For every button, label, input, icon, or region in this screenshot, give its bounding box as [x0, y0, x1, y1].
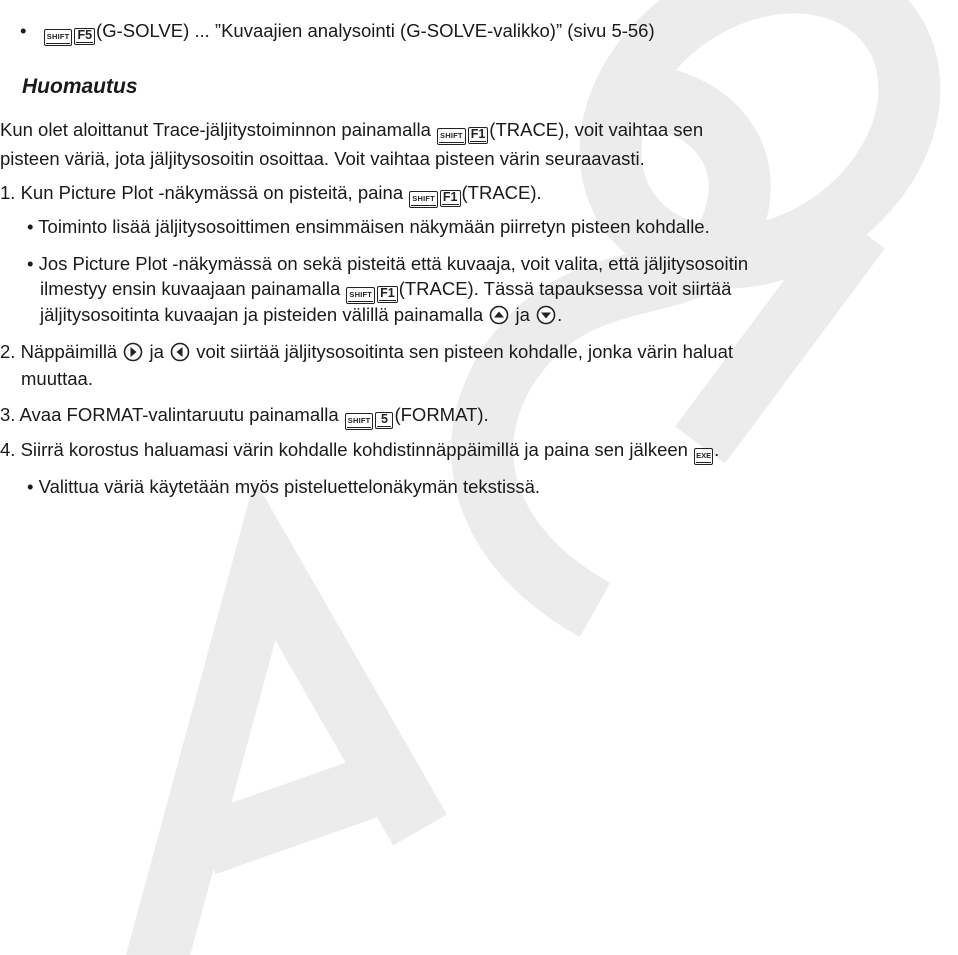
note-heading: Huomautus: [22, 75, 138, 98]
f1-key: F1: [377, 286, 398, 303]
up-arrow-key-icon: [489, 305, 509, 325]
shift-key: SHIFT: [345, 413, 374, 430]
step-1-bullet-2-line-3: [40, 303, 562, 327]
intro-text-a: Kun olet aloittanut Trace-jäljitystoiminnon painamalla: [0, 119, 431, 140]
step-2-text-b: voit siirtää jäljitysosoitinta sen pisteen kohdalle, jonka värin haluat: [196, 341, 734, 362]
step-2-line-1: [0, 340, 733, 364]
shift-key: SHIFT: [44, 29, 73, 46]
shift-key: SHIFT: [409, 191, 438, 208]
f1-key: F1: [440, 190, 461, 207]
intro-line-2: pisteen väriä, jota jäljitysosoitin osoittaa. Voit vaihtaa pisteen värin seuraavasti.: [0, 148, 645, 169]
intro-text-b: (TRACE), voit vaihtaa sen: [489, 119, 704, 140]
step-1-bullet-1: • Toiminto lisää jäljitysosoittimen ensimmäisen näkymään piirretyn pisteen kohdalle.: [27, 216, 710, 237]
bullet-2-text-c: jäljitysosoitinta kuvaajan ja pisteiden välillä painamalla: [40, 304, 484, 325]
bullet-2-text-b: (TRACE). Tässä tapauksessa voit siirtää: [398, 278, 732, 299]
conjunction-ja: ja: [515, 304, 530, 325]
bullet: •: [20, 20, 27, 41]
left-arrow-key-icon: [170, 342, 190, 362]
step-3-text-a: 3. Avaa FORMAT-valintaruutu painamalla: [0, 404, 339, 425]
gsolve-text: (G-SOLVE) ... ”Kuvaajien analysointi (G-SOLVE-valikko)” (sivu 5-56): [96, 20, 655, 41]
period: .: [557, 304, 563, 325]
down-arrow-key-icon: [536, 305, 556, 325]
shift-key: SHIFT: [437, 128, 466, 145]
shift-key: SHIFT: [346, 287, 375, 304]
step-2-line-2: muuttaa.: [21, 368, 93, 389]
step-3: [0, 403, 489, 430]
f1-key: F1: [468, 127, 489, 144]
step-3-text-b: (FORMAT).: [394, 404, 489, 425]
f5-key: F5: [74, 28, 95, 45]
step-1-bullet-2-line-1: • Jos Picture Plot -näkymässä on sekä pisteitä että kuvaaja, voit valita, että jäljitysosoitin: [27, 253, 749, 274]
step-4-bullet: • Valittua väriä käytetään myös pisteluettelonäkymän tekstissä.: [27, 476, 541, 497]
gsolve-reference-line: [20, 19, 655, 46]
period: .: [714, 439, 720, 460]
step-1-text-b: (TRACE).: [461, 182, 542, 203]
step-1-bullet-2-line-2: [40, 277, 731, 304]
5-key: 5: [375, 412, 393, 429]
conjunction-ja: ja: [149, 341, 164, 362]
intro-line-1: [0, 118, 703, 145]
step-1-text-a: 1. Kun Picture Plot -näkymässä on pisteitä, paina: [0, 182, 404, 203]
bullet-2-text-a: ilmestyy ensin kuvaajaan painamalla: [40, 278, 341, 299]
step-2-text-a: 2. Näppäimillä: [0, 341, 118, 362]
right-arrow-key-icon: [123, 342, 143, 362]
step-1: [0, 181, 542, 208]
step-4-text-a: 4. Siirrä korostus haluamasi värin kohdalle kohdistinnäppäimillä ja paina sen jälkeen: [0, 439, 688, 460]
exe-key: EXE: [694, 448, 713, 465]
step-4: [0, 438, 719, 465]
